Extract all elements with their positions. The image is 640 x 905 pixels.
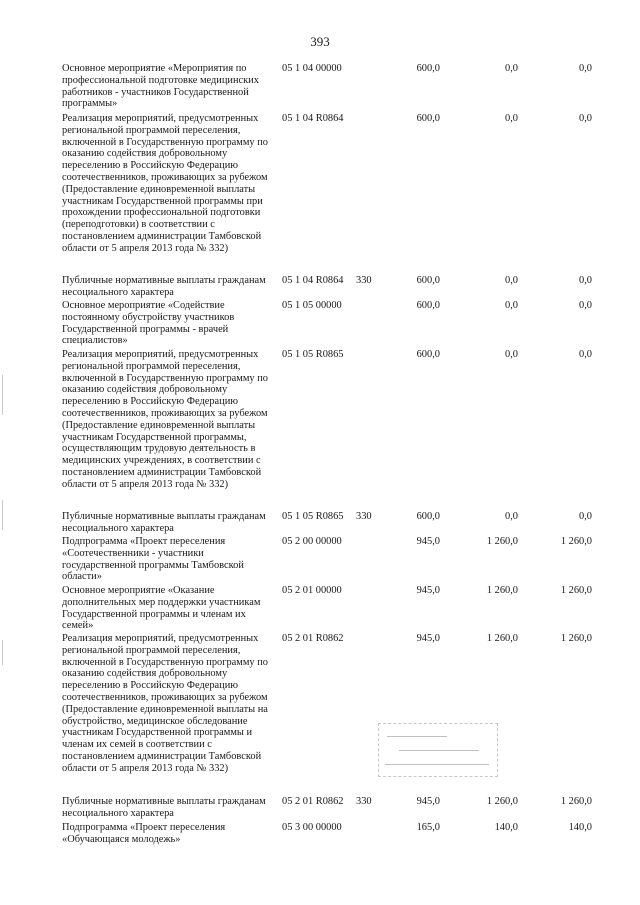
row-value-3: 0,0 (579, 275, 592, 286)
row-value-1: 945,0 (416, 633, 440, 644)
row-name: Публичные нормативные выплаты гражданам несоциального характера (62, 275, 266, 298)
row-value-2: 0,0 (505, 349, 518, 360)
row-value-3: 0,0 (579, 63, 592, 74)
page-number: 393 (310, 34, 330, 49)
row-value-1: 945,0 (416, 536, 440, 547)
row-name: Реализация мероприятий, предусмотренных региональной программой переселения, включенной в Государственную программу по оказанию содействия добровольному переселению в Российскую Федерацию соотечественников, проживающих за рубежом (Предоставление единовременной выплаты участникам Государственной программы, осуществляющим трудовую деятельность в медицинских учреждениях, в соответствии с постановлением администрации Тамбовской области от 5 апреля 2013 года № 332) (62, 349, 268, 490)
row-value-1: 600,0 (416, 275, 440, 286)
row-value-3: 0,0 (579, 511, 592, 522)
row-value-2: 1 260,0 (486, 585, 518, 596)
row-name: Реализация мероприятий, предусмотренных региональной программой переселения, включенной в Государственную программу по оказанию содействия добровольному переселению в Российскую Федерацию соотечественников, проживающих за рубежом (Предоставление единовременной выплаты участникам Государственной программы при прохождении профессиональной подготовки (переподготовки) в соответствии с постановлением администрации Тамбовской области от 5 апреля 2013 года № 332) (62, 113, 268, 254)
row-code: 05 2 01 R0862 (282, 633, 344, 644)
row-value-2: 0,0 (505, 511, 518, 522)
row-code: 05 1 04 R0864 (282, 275, 344, 286)
row-expense-type: 330 (356, 796, 372, 807)
row-value-3: 0,0 (579, 300, 592, 311)
row-value-2: 1 260,0 (486, 536, 518, 547)
row-value-1: 600,0 (416, 511, 440, 522)
row-code: 05 2 01 00000 (282, 585, 342, 596)
row-value-2: 0,0 (505, 113, 518, 124)
row-code: 05 2 01 R0862 (282, 796, 344, 807)
row-name: Основное мероприятие «Мероприятия по профессиональной подготовке медицинских работников - участников Государственной программы» (62, 63, 259, 110)
row-code: 05 1 05 R0865 (282, 349, 344, 360)
row-value-1: 600,0 (416, 300, 440, 311)
row-expense-type: 330 (356, 275, 372, 286)
row-value-2: 0,0 (505, 300, 518, 311)
row-value-2: 140,0 (494, 822, 518, 833)
row-name: Реализация мероприятий, предусмотренных региональной программой переселения, включенной в Государственную программу по оказанию содействия добровольному переселению в Российскую Федерацию соотечественников, проживающих за рубежом (Предоставление единовременной выплаты на обустройство, медицинское обследование участникам Государственной программы и членам их семей в соответствии с постановлением администрации Тамбовской области от 5 апреля 2013 года № 332) (62, 633, 268, 774)
row-value-1: 945,0 (416, 585, 440, 596)
row-value-1: 600,0 (416, 349, 440, 360)
row-code: 05 1 05 R0865 (282, 511, 344, 522)
row-value-1: 165,0 (416, 822, 440, 833)
binding-mark (2, 375, 3, 415)
binding-mark (2, 640, 3, 665)
binding-mark (2, 500, 3, 530)
row-value-3: 1 260,0 (560, 536, 592, 547)
row-value-1: 600,0 (416, 113, 440, 124)
row-code: 05 1 04 00000 (282, 63, 342, 74)
row-name: Подпрограмма «Проект переселения «Соотечественники - участники государственной программы Тамбовской области» (62, 536, 244, 583)
stamp-mark (378, 723, 498, 777)
row-code: 05 3 00 00000 (282, 822, 342, 833)
row-name: Основное мероприятие «Оказание дополнительных мер поддержки участникам Государственной программы и членам их семей» (62, 585, 261, 632)
row-code: 05 1 04 R0864 (282, 113, 344, 124)
row-value-2: 1 260,0 (486, 633, 518, 644)
row-name: Подпрограмма «Проект переселения «Обучающаяся молодежь» (62, 822, 226, 845)
row-value-3: 1 260,0 (560, 796, 592, 807)
row-value-2: 0,0 (505, 63, 518, 74)
row-value-3: 0,0 (579, 113, 592, 124)
row-value-2: 0,0 (505, 275, 518, 286)
row-name: Публичные нормативные выплаты гражданам несоциального характера (62, 511, 266, 534)
row-value-1: 600,0 (416, 63, 440, 74)
row-code: 05 1 05 00000 (282, 300, 342, 311)
row-value-1: 945,0 (416, 796, 440, 807)
row-name: Публичные нормативные выплаты гражданам несоциального характера (62, 796, 266, 819)
row-value-2: 1 260,0 (486, 796, 518, 807)
row-value-3: 140,0 (568, 822, 592, 833)
row-expense-type: 330 (356, 511, 372, 522)
row-value-3: 1 260,0 (560, 585, 592, 596)
row-code: 05 2 00 00000 (282, 536, 342, 547)
row-value-3: 1 260,0 (560, 633, 592, 644)
row-name: Основное мероприятие «Содействие постоянному обустройству участников Государственной программы - врачей специалистов» (62, 300, 235, 347)
row-value-3: 0,0 (579, 349, 592, 360)
